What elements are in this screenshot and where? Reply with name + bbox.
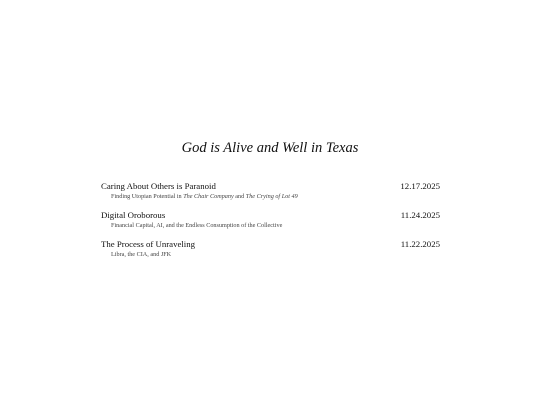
post-title-link[interactable]: Digital Oroborous xyxy=(101,210,166,220)
post-list xyxy=(101,181,440,268)
post-subtitle xyxy=(111,193,298,200)
post-title-link[interactable]: Caring About Others is Paranoid xyxy=(101,181,216,191)
post-subtitle-text: and xyxy=(233,193,246,200)
post-subtitle: Libra, the CIA, and JFK xyxy=(111,251,172,258)
post-title-link[interactable]: The Process of Unraveling xyxy=(101,239,196,249)
post-item xyxy=(101,181,440,210)
post-subtitle-work-title: The Crying of Lot 49 xyxy=(245,193,298,200)
post-subtitle-work-title: The Chair Company xyxy=(183,193,234,200)
post-date: 11.22.2025 xyxy=(400,239,440,249)
post-subtitle-text: Finding Utopian Potential in xyxy=(111,193,184,200)
post-item xyxy=(101,239,440,268)
site-title: God is Alive and Well in Texas xyxy=(181,140,359,156)
post-subtitle: Financial Capital, AI, and the Endless Consumption of the Collective xyxy=(111,222,283,229)
post-date: 11.24.2025 xyxy=(400,210,440,220)
post-date: 12.17.2025 xyxy=(400,181,440,191)
post-item xyxy=(101,210,440,239)
